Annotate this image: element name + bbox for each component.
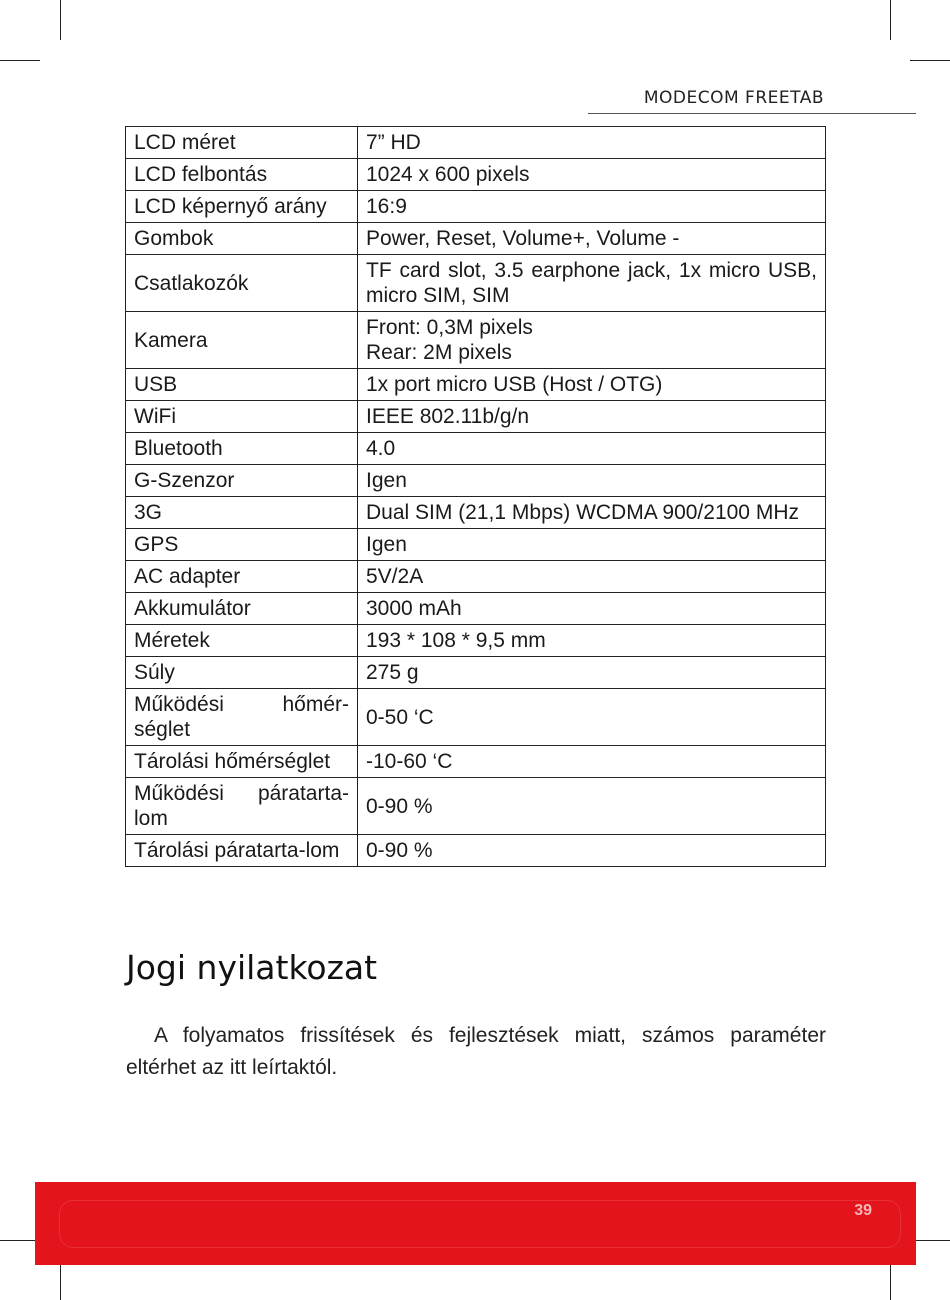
header-rule: [588, 113, 916, 114]
crop-mark-bottom-right-vertical: [890, 1260, 891, 1300]
disclaimer-paragraph: A folyamatos frissítések és fejlesztések miatt, számos paraméter eltérhet az itt leírtaktól.: [126, 1024, 826, 1079]
crop-mark-bottom-left-horizontal: [0, 1240, 40, 1241]
crop-mark-top-left-vertical: [60, 0, 61, 40]
spec-value: 193 * 108 * 9,5 mm: [358, 625, 826, 657]
spec-row: [126, 529, 826, 561]
footer-inner-band: [59, 1200, 901, 1248]
spec-row: [126, 625, 826, 657]
spec-value: 5V/2A: [358, 561, 826, 593]
spec-value: TF card slot, 3.5 earphone jack, 1x micro USB, micro SIM, SIM: [358, 255, 826, 312]
page-number: 39: [854, 1202, 872, 1219]
spec-row: [126, 433, 826, 465]
spec-row: [126, 746, 826, 778]
spec-value: 4.0: [358, 433, 826, 465]
spec-row: [126, 835, 826, 867]
spec-label: Akkumulátor: [126, 593, 358, 625]
spec-row: [126, 191, 826, 223]
spec-label: AC adapter: [126, 561, 358, 593]
spec-row: [126, 657, 826, 689]
crop-mark-top-right-vertical: [890, 0, 891, 40]
spec-value: 0-50 ‘C: [358, 689, 826, 746]
spec-value: 16:9: [358, 191, 826, 223]
spec-row: [126, 159, 826, 191]
spec-label: Tárolási páratarta-lom: [126, 835, 358, 867]
spec-table: [125, 126, 826, 867]
spec-label: Gombok: [126, 223, 358, 255]
spec-label: Működési hőmér-séglet: [126, 689, 358, 746]
spec-row: [126, 127, 826, 159]
spec-table-body: [126, 127, 826, 867]
footer-bar: [35, 1182, 916, 1265]
spec-row: [126, 312, 826, 369]
spec-label: Csatlakozók: [126, 255, 358, 312]
spec-value: Dual SIM (21,1 Mbps) WCDMA 900/2100 MHz: [358, 497, 826, 529]
spec-label: Kamera: [126, 312, 358, 369]
spec-value: 275 g: [358, 657, 826, 689]
spec-label: WiFi: [126, 401, 358, 433]
spec-label: Méretek: [126, 625, 358, 657]
spec-row: [126, 401, 826, 433]
spec-value: Front: 0,3M pixels Rear: 2M pixels: [358, 312, 826, 369]
spec-value: 0-90 %: [358, 835, 826, 867]
crop-mark-top-left-horizontal: [0, 60, 40, 61]
spec-row: [126, 465, 826, 497]
spec-label: LCD méret: [126, 127, 358, 159]
crop-mark-top-right-horizontal: [910, 60, 950, 61]
spec-label: Működési páratarta-lom: [126, 778, 358, 835]
spec-value: 7” HD: [358, 127, 826, 159]
spec-row: [126, 369, 826, 401]
spec-label: LCD felbontás: [126, 159, 358, 191]
spec-value: 0-90 %: [358, 778, 826, 835]
spec-label: GPS: [126, 529, 358, 561]
spec-row: [126, 497, 826, 529]
spec-label: Bluetooth: [126, 433, 358, 465]
spec-value: -10-60 ‘C: [358, 746, 826, 778]
spec-value: Power, Reset, Volume+, Volume -: [358, 223, 826, 255]
spec-value: Igen: [358, 529, 826, 561]
spec-value: Igen: [358, 465, 826, 497]
spec-row: [126, 778, 826, 835]
spec-label: G-Szenzor: [126, 465, 358, 497]
spec-row: [126, 561, 826, 593]
spec-label: LCD képernyő arány: [126, 191, 358, 223]
crop-mark-bottom-right-horizontal: [910, 1240, 950, 1241]
spec-row: [126, 223, 826, 255]
spec-value: 3000 mAh: [358, 593, 826, 625]
spec-row: [126, 689, 826, 746]
spec-row: [126, 255, 826, 312]
brand-header: MODECOM FREETAB: [643, 88, 824, 108]
section-title: Jogi nyilatkozat: [126, 948, 378, 987]
spec-label: Súly: [126, 657, 358, 689]
spec-label: Tárolási hőmérséglet: [126, 746, 358, 778]
crop-mark-bottom-left-vertical: [60, 1260, 61, 1300]
spec-value: 1024 x 600 pixels: [358, 159, 826, 191]
spec-row: [126, 593, 826, 625]
spec-value: IEEE 802.11b/g/n: [358, 401, 826, 433]
spec-label: USB: [126, 369, 358, 401]
spec-value: 1x port micro USB (Host / OTG): [358, 369, 826, 401]
spec-label: 3G: [126, 497, 358, 529]
